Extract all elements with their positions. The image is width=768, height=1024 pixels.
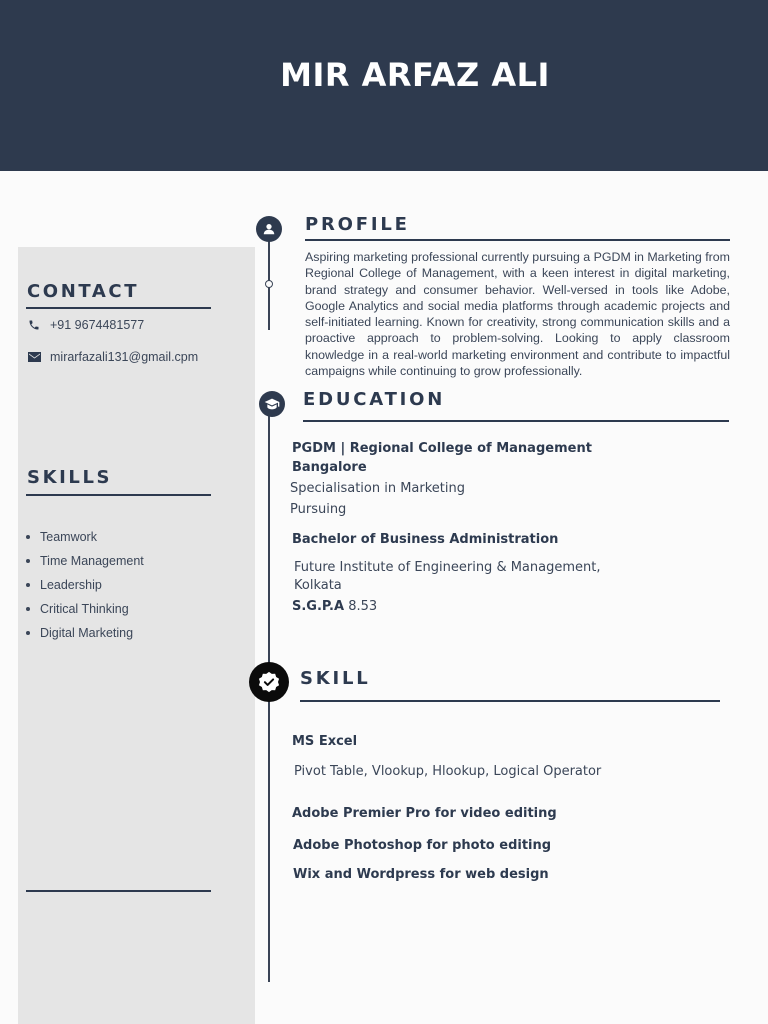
candidate-name: MIR ARFAZ ALI <box>280 56 550 94</box>
pgdm-title: PGDM | Regional College of Management <box>292 441 592 456</box>
list-item: Critical Thinking <box>26 600 144 624</box>
skill-photoshop: Adobe Photoshop for photo editing <box>293 838 552 853</box>
skill-heading: SKILL <box>300 668 371 689</box>
profile-summary: Aspiring marketing professional currently pursuing a PGDM in Marketing from Regional College of Management, with a keen interest in digital marketing, brand strategy and consumer behavior. Well-versed in tools like Adobe, Google Analytics and social media platforms through academic projects and self-initiated learning. Known for creativity, strong communication skills and a proactive approach to problem-solving. Looking to apply classroom knowledge in a real-world marketing environment and contribute to impactful campaigns while continuing to grow professionally. <box>305 250 730 379</box>
education-rule <box>303 420 729 422</box>
skill-wix: Wix and Wordpress for web design <box>293 867 549 882</box>
skills-rule <box>26 494 211 496</box>
contact-phone <box>27 318 144 332</box>
bba-institute: Future Institute of Engineering & Management, <box>294 560 601 575</box>
bba-title: Bachelor of Business Administration <box>292 532 559 547</box>
timeline-dot <box>265 280 273 288</box>
education-heading: EDUCATION <box>303 389 446 410</box>
contact-heading: CONTACT <box>27 281 140 302</box>
header-banner <box>0 0 768 171</box>
list-item: Leadership <box>26 576 144 600</box>
pgdm-location: Bangalore <box>292 460 367 475</box>
skill-ms-excel: MS Excel <box>292 734 358 749</box>
profile-rule <box>305 239 730 241</box>
phone-number: +91 9674481577 <box>50 318 145 332</box>
badge-check-icon <box>249 662 289 702</box>
pgdm-status: Pursuing <box>290 502 347 517</box>
sidebar-bottom-rule <box>26 890 211 892</box>
contact-rule <box>26 307 211 309</box>
skill-premier: Adobe Premier Pro for video editing <box>292 806 557 821</box>
bba-location: Kolkata <box>294 578 342 593</box>
sgpa <box>292 599 377 614</box>
graduation-cap-icon <box>259 391 285 417</box>
profile-heading: PROFILE <box>305 214 410 235</box>
skill-rule <box>300 700 720 702</box>
contact-email <box>27 350 198 364</box>
list-item: Time Management <box>26 552 144 576</box>
skills-heading: SKILLS <box>27 467 113 488</box>
envelope-icon <box>27 350 41 364</box>
sgpa-value: 8.53 <box>344 599 378 614</box>
list-item: Teamwork <box>26 528 144 552</box>
pgdm-specialisation: Specialisation in Marketing <box>290 481 465 496</box>
user-icon <box>256 216 282 242</box>
list-item: Digital Marketing <box>26 624 144 648</box>
email-address: mirarfazali131@gmail.cpm <box>50 350 199 364</box>
sgpa-label: S.G.P.A <box>292 599 345 614</box>
skill-ms-excel-detail: Pivot Table, Vlookup, Hlookup, Logical Operator <box>294 764 602 779</box>
skills-list <box>26 528 144 648</box>
phone-icon <box>27 318 41 332</box>
